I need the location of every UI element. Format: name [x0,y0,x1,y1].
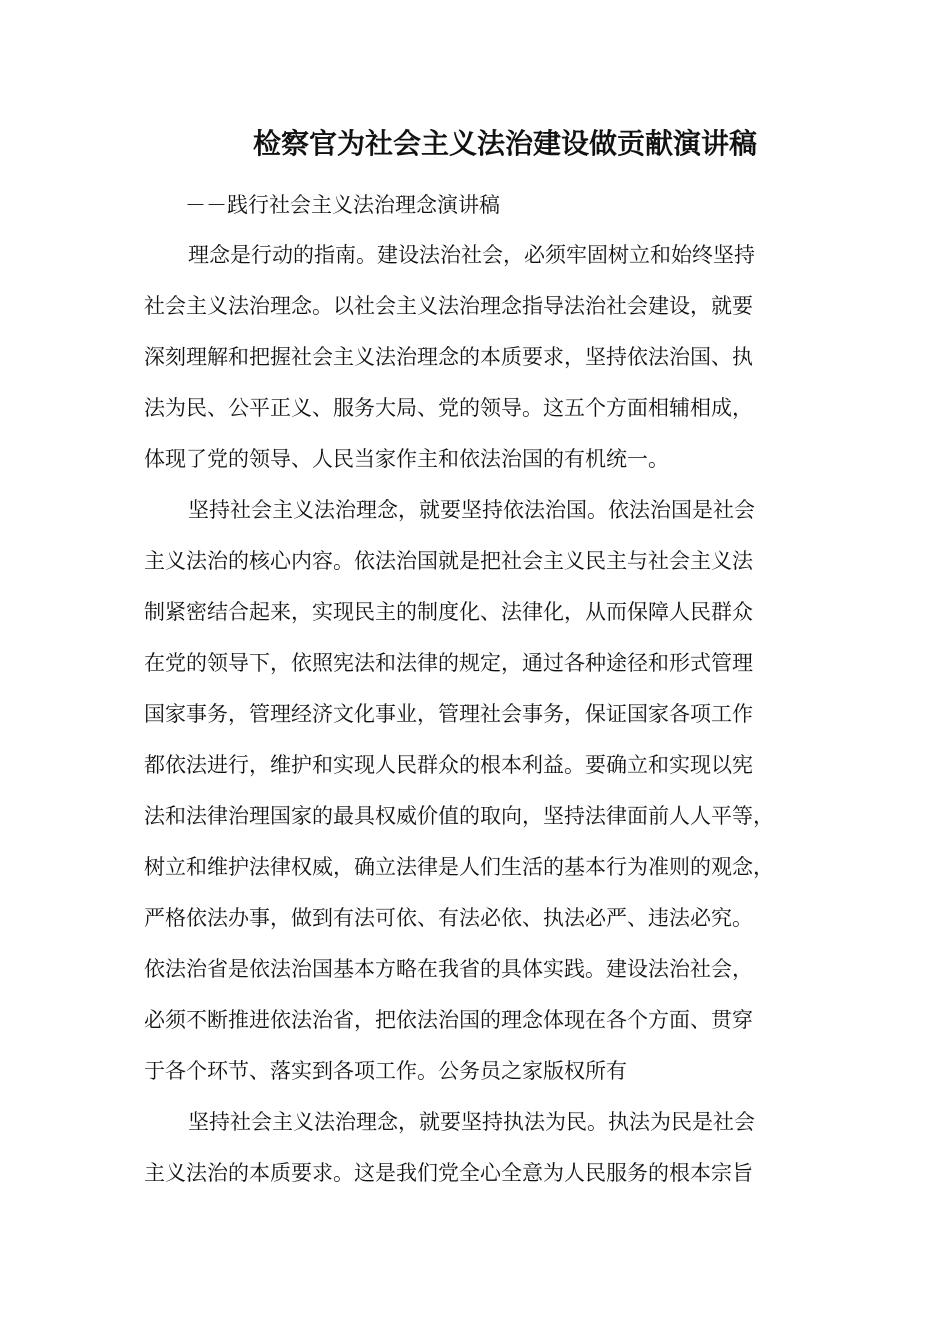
paragraph-line: 都依法进行，维护和实现人民群众的根本利益。要确立和实现以宪 [144,753,753,777]
paragraph-line: 深刻理解和把握社会主义法治理念的本质要求，坚持依法治国、执 [144,345,753,369]
paragraph-line: 主义法治的本质要求。这是我们党全心全意为人民服务的根本宗旨 [144,1161,753,1185]
paragraph-line: 在党的领导下，依照宪法和法律的规定，通过各种途径和形式管理 [144,651,753,675]
paragraph-line: 理念是行动的指南。建设法治社会，必须牢固树立和始终坚持 [188,243,755,267]
paragraph-line: 体现了党的领导、人民当家作主和依法治国的有机统一。 [144,447,669,471]
paragraph-line: 树立和维护法律权威，确立法律是人们生活的基本行为准则的观念， [144,855,774,879]
document-title: 检察官为社会主义法治建设做贡献演讲稿 [252,127,757,160]
paragraph-line: 国家事务，管理经济文化事业，管理社会事务，保证国家各项工作 [144,702,753,726]
paragraph-line: 必须不断推进依法治省，把依法治国的理念体现在各个方面、贯穿 [144,1008,753,1032]
paragraph-line: 制紧密结合起来，实现民主的制度化、法律化，从而保障人民群众 [144,600,753,624]
paragraph-line: 法为民、公平正义、服务大局、党的领导。这五个方面相辅相成， [144,396,753,420]
document-subtitle: －－践行社会主义法治理念演讲稿 [185,193,500,217]
paragraph-line: 坚持社会主义法治理念，就要坚持执法为民。执法为民是社会 [188,1110,755,1134]
paragraph-line: 于各个环节、落实到各项工作。公务员之家版权所有 [144,1059,627,1083]
paragraph-line: 严格依法办事，做到有法可依、有法必依、执法必严、违法必究。 [144,906,753,930]
paragraph-line: 社会主义法治理念。以社会主义法治理念指导法治社会建设，就要 [144,294,753,318]
paragraph-line: 法和法律治理国家的最具权威价值的取向，坚持法律面前人人平等， [144,804,774,828]
paragraph-line: 主义法治的核心内容。依法治国就是把社会主义民主与社会主义法 [144,549,753,573]
paragraph-line: 坚持社会主义法治理念，就要坚持依法治国。依法治国是社会 [188,498,755,522]
paragraph-line: 依法治省是依法治国基本方略在我省的具体实践。建设法治社会， [144,957,753,981]
